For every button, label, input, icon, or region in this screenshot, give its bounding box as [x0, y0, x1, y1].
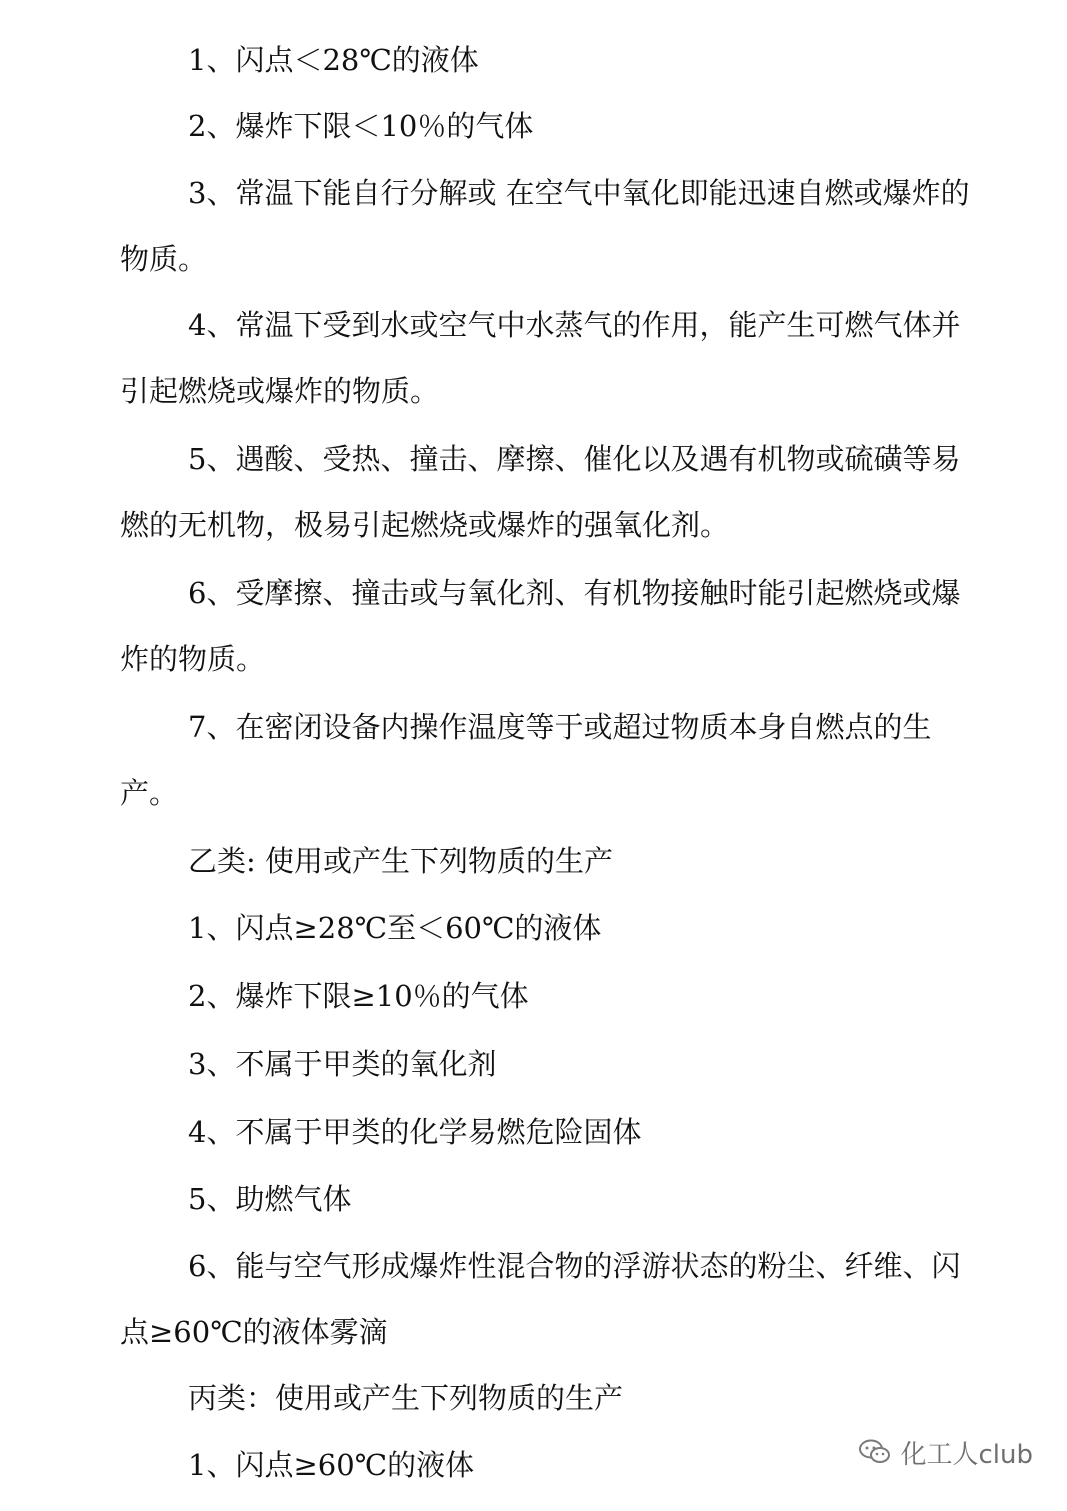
section-heading-c: 丙类：使用或产生下列物质的生产	[188, 1381, 624, 1415]
paragraph-a2: 2、爆炸下限＜10％的气体	[188, 109, 534, 143]
paragraph-b2: 2、爆炸下限≥10％的气体	[188, 979, 529, 1013]
paragraph-a6: 6、受摩擦、撞击或与氧化剂、有机物接触时能引起燃烧或爆炸的物质。	[120, 576, 961, 676]
paragraph-b3: 3、不属于甲类的氧化剂	[188, 1047, 497, 1081]
paragraph-b6: 6、能与空气形成爆炸性混合物的浮游状态的粉尘、纤维、闪点≥60℃的液体雾滴	[120, 1249, 961, 1349]
section-heading-b: 乙类: 使用或产生下列物质的生产	[188, 844, 613, 878]
paragraph-a1: 1、闪点＜28℃的液体	[188, 43, 479, 77]
paragraph-a3: 3、常温下能自行分解或 在空气中氧化即能迅速自燃或爆炸的物质。	[120, 176, 970, 276]
paragraph-b4: 4、不属于甲类的化学易燃危险固体	[188, 1115, 642, 1149]
paragraph-a7: 7、在密闭设备内操作温度等于或超过物质本身自燃点的生产。	[120, 710, 932, 810]
watermark-text: 化工人club	[900, 1439, 1033, 1470]
paragraph-a4: 4、常温下受到水或空气中水蒸气的作用，能产生可燃气体并引起燃烧或爆炸的物质。	[120, 308, 961, 408]
paragraph-b5: 5、助燃气体	[188, 1182, 352, 1216]
paragraph-a5: 5、遇酸、受热、撞击、摩擦、催化以及遇有机物或硫磺等易燃的无机物，极易引起燃烧或爆炸的强氧化剂。	[120, 442, 961, 542]
watermark	[858, 1435, 1033, 1469]
paragraph-b1: 1、闪点≥28℃至＜60℃的液体	[188, 911, 602, 945]
wechat-icon	[858, 1438, 892, 1466]
paragraph-c1: 1、闪点≥60℃的液体	[188, 1448, 475, 1482]
